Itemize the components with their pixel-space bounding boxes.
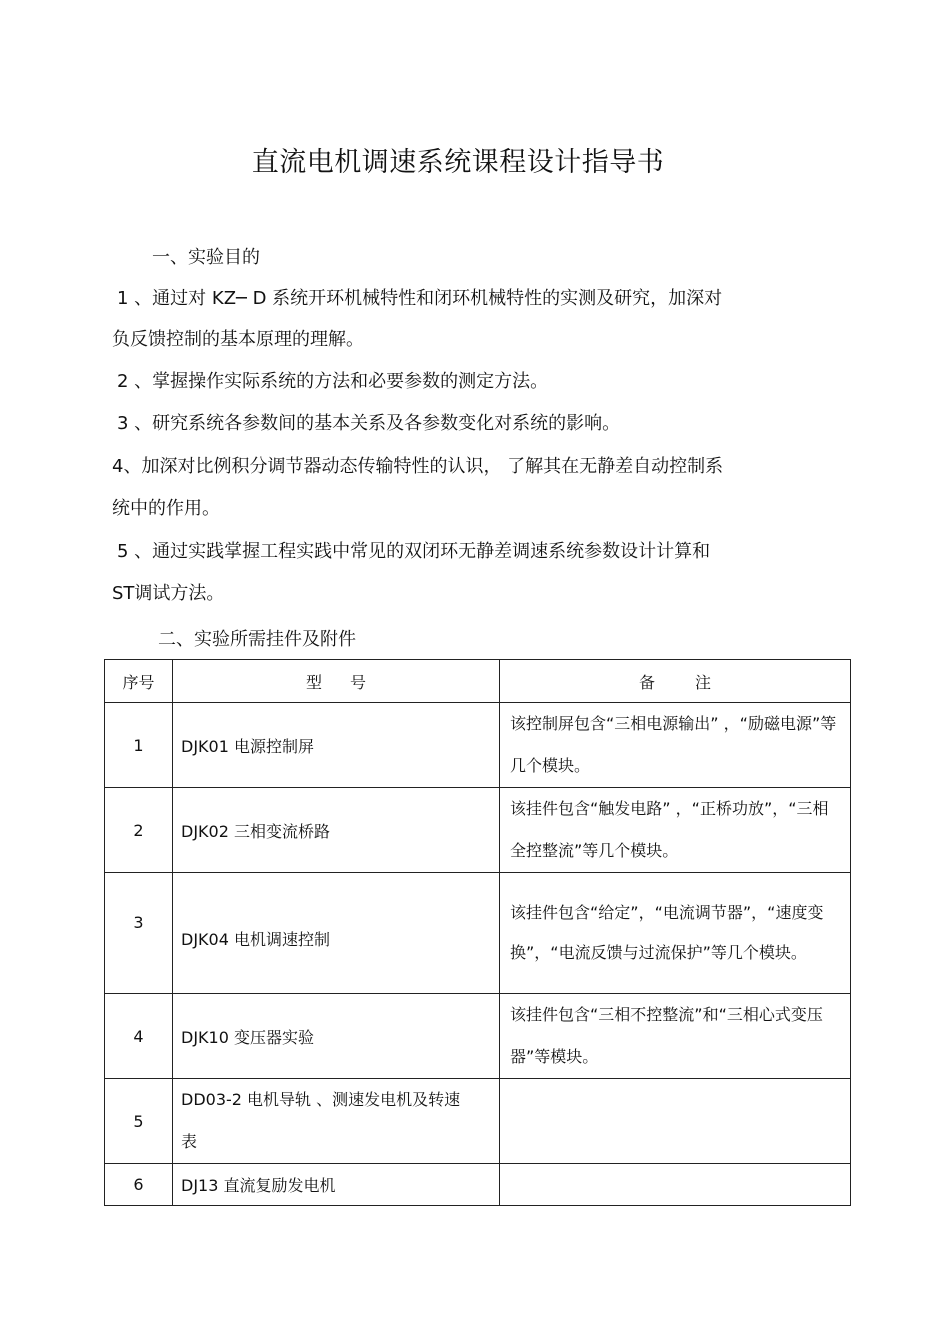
row-model: DJK04 电机调速控制 [173, 873, 500, 994]
objective-3: 3 、研究系统各参数间的基本关系及各参数变化对系统的影响。 [117, 413, 621, 434]
header-model-label: 型号 [305, 672, 394, 692]
row-model: DJ13 直流复励发电机 [173, 1164, 500, 1206]
row-note-text: 该控制屏包含“三相电源输出” ，“励磁电源”等几个模块。 [510, 714, 837, 775]
table-row [105, 1164, 851, 1206]
objective-1-line-2: 负反馈控制的基本原理的理解。 [112, 329, 364, 350]
row-no: 6 [105, 1164, 173, 1206]
row-note [500, 1079, 851, 1164]
objective-1-line-1: 1 、通过对 KZ─ D 系统开环机械特性和闭环机械特性的实测及研究，加深对 [117, 288, 723, 309]
row-model: DJK01 电源控制屏 [173, 703, 500, 788]
row-note [500, 788, 851, 873]
row-no: 1 [105, 703, 173, 788]
objective-5-line-1: 5 、通过实践掌握工程实践中常见的双闭环无静差调速系统参数设计计算和 [117, 541, 711, 562]
page-title: 直流电机调速系统课程设计指导书 [251, 147, 665, 178]
objective-4-line-2: 统中的作用。 [112, 498, 220, 519]
row-no: 4 [105, 994, 173, 1079]
section-heading-equipment: 二、实验所需挂件及附件 [158, 629, 356, 650]
row-model: DJK02 三相变流桥路 [173, 788, 500, 873]
section-heading-objectives: 一、实验目的 [152, 247, 260, 268]
row-no: 2 [105, 788, 173, 873]
row-no: 5 [105, 1079, 173, 1164]
row-note [500, 703, 851, 788]
row-model [173, 1079, 500, 1164]
table-row [105, 994, 851, 1079]
equipment-table [104, 659, 851, 1206]
row-model: DJK10 变压器实验 [173, 994, 500, 1079]
table-row [105, 788, 851, 873]
table-header-row [105, 660, 851, 703]
row-note-text: 该挂件包含“给定”，“电流调节器”，“速度变换”，“电流反馈与过流保护”等几个模块。 [510, 903, 824, 962]
row-note-text: 该挂件包含“三相不控整流”和“三相心式变压器”等模块。 [510, 1005, 823, 1066]
row-no: 3 [105, 873, 173, 994]
objective-4-line-1: 4、加深对比例积分调节器动态传输特性的认识， 了解其在无静差自动控制系 [112, 456, 724, 477]
row-model-text: DD03-2 电机导轨 、测速发电机及转速表 [181, 1090, 461, 1151]
row-note [500, 873, 851, 994]
row-note [500, 994, 851, 1079]
header-no: 序号 [105, 660, 173, 703]
header-note-label: 备注 [638, 672, 751, 692]
objective-5-line-2: ST调试方法。 [112, 583, 225, 604]
objective-2: 2 、掌握操作实际系统的方法和必要参数的测定方法。 [117, 371, 549, 392]
header-note [500, 660, 851, 703]
header-model [173, 660, 500, 703]
table-row [105, 703, 851, 788]
row-note-text: 该挂件包含“触发电路” ，“正桥功放”，“三相全控整流”等几个模块。 [510, 799, 829, 860]
table-row [105, 1079, 851, 1164]
table-row [105, 873, 851, 994]
row-note [500, 1164, 851, 1206]
